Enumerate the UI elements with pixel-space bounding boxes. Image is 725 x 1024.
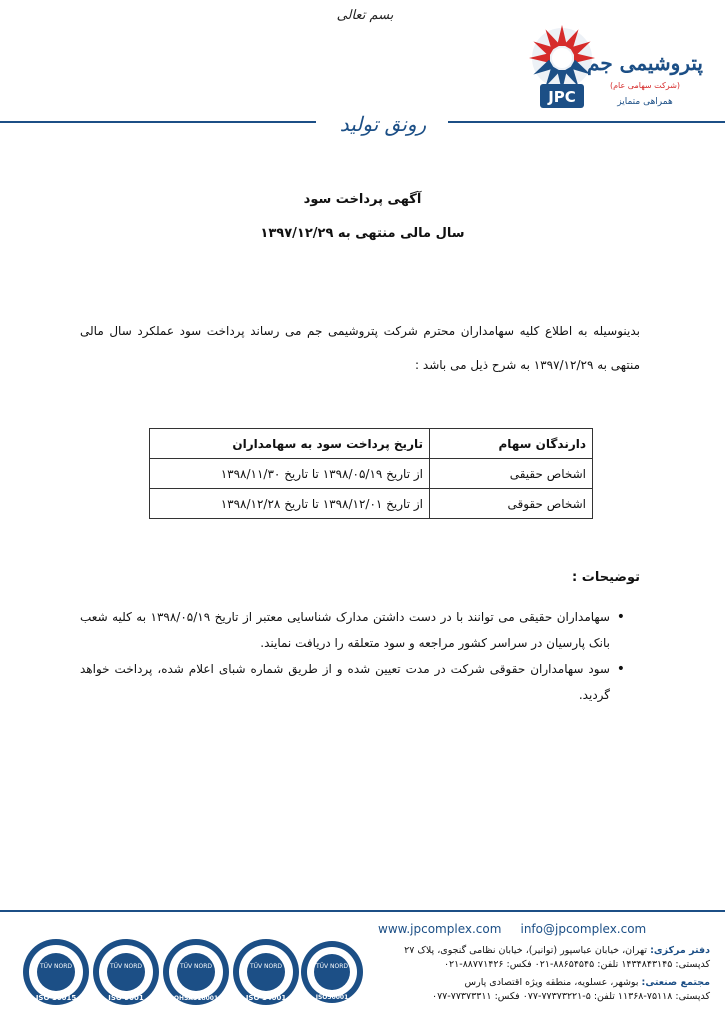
brand-name: پتروشیمی جم (587, 51, 703, 75)
notes-list (80, 604, 625, 708)
company-logo (520, 18, 703, 114)
header-line-right (448, 121, 725, 123)
central-office-contact: کدپستی: ۱۴۳۴۸۴۳۱۴۵ تلفن: ۸۸۶۵۴۵۴۵-۰۲۱ فکس: ۸۸۷۷۱۴۲۶-۰۲۱ (443, 959, 710, 970)
table-row (150, 459, 593, 489)
website-link[interactable]: www.jpcomplex.com (378, 922, 502, 936)
page-title: آگهی پرداخت سود (303, 192, 422, 207)
notes-title: توضیحات : (572, 570, 640, 585)
table-cell-holder: اشخاص حقوقی (430, 489, 593, 519)
table-cell-date: از تاریخ ۱۳۹۸/۰۵/۱۹ تا تاریخ ۱۳۹۸/۱۱/۳۰ (150, 459, 430, 489)
svg-text:JPC: JPC (548, 88, 576, 106)
svg-text:TÜV NORD: TÜV NORD (315, 963, 349, 970)
central-office-address: دفتر مرکزی: تهران، خیابان عباسپور (توانیر)، خیابان نظامی گنجوی، پلاک ۲۷ (404, 945, 710, 956)
brand-sub: (شرکت سهامی عام) (609, 81, 681, 90)
complex-label: مجتمع صنعتی: (641, 977, 710, 988)
table-cell-holder: اشخاص حقیقی (430, 459, 593, 489)
list-item: • سود سهامداران حقوقی شرکت در مدت تعیین شده و از طریق شماره شبای اعلام شده، پرداخت خواهد گردید. (80, 656, 625, 708)
svg-text:ISO50001: ISO50001 (315, 994, 349, 1001)
svg-text:TÜV NORD: TÜV NORD (109, 963, 143, 970)
email-link[interactable]: info@jpcomplex.com (520, 922, 647, 936)
intro-paragraph: بدینوسیله به اطلاع کلیه سهامداران محترم شرکت پتروشیمی جم می رساند پرداخت سود عملکرد سال مالی منتهی به ۱۳۹۷/۱۲/۲۹ به شرح ذیل می باشد : (80, 324, 640, 372)
list-item: • سهامداران حقیقی می توانند با در دست داشتن مدارک شناسایی معتبر از تاریخ ۱۳۹۸/۰۵/۱۹ به کلیه شعب بانک پارسیان در سراسر کشور مراجعه و سود متعلقه را دریافت نمایند. (80, 604, 625, 656)
svg-text:TÜV NORD: TÜV NORD (249, 963, 283, 970)
svg-text:ISO 14001: ISO 14001 (245, 994, 287, 1002)
footer-line (0, 910, 725, 912)
complex-address: مجتمع صنعتی: بوشهر، عسلویه، منطقه ویژه اقتصادی پارس (464, 977, 710, 988)
badge-iso-10015 (23, 939, 89, 1005)
svg-text:TÜV NORD: TÜV NORD (179, 963, 213, 970)
table-row (150, 489, 593, 519)
certification-badges (24, 930, 364, 1014)
basmala: بسم تعالی (336, 8, 394, 23)
brand-tag: همراهی متمایز (617, 97, 673, 107)
page-subtitle: سال مالی منتهی به ۱۳۹۷/۱۲/۲۹ (260, 226, 465, 241)
badge-iso-50001 (301, 941, 363, 1003)
iso-badges-icon (24, 930, 364, 1014)
central-office-label: دفتر مرکزی: (650, 945, 710, 956)
svg-text:ISO 10015: ISO 10015 (35, 994, 77, 1002)
badge-iso-14001 (233, 939, 299, 1005)
complex-contact: کدپستی: ۷۵۱۱۸-۱۱۳۶۸ تلفن: ۵-۷۷۳۷۳۲۲۱-۰۷۷ فکس: ۷۷۳۷۳۳۱۱-۰۷۷ (431, 991, 710, 1002)
dividend-schedule-table (149, 428, 593, 519)
table-cell-date: از تاریخ ۱۳۹۸/۱۲/۰۱ تا تاریخ ۱۳۹۸/۱۲/۲۸ (150, 489, 430, 519)
svg-text:OHSAS18001: OHSAS18001 (173, 995, 219, 1002)
footer-contact-web (378, 922, 708, 936)
table-header-holders: دارندگان سهام (430, 429, 593, 459)
table-header-payment-date: تاریخ پرداخت سود به سهامداران (150, 429, 430, 459)
motto: رونق تولید (339, 112, 427, 136)
svg-text:TÜV NORD: TÜV NORD (39, 963, 73, 970)
table-header-row (150, 429, 593, 459)
header-line-left (0, 121, 316, 123)
svg-text:ISO 9001: ISO 9001 (108, 994, 144, 1002)
jpc-logo-icon (520, 18, 703, 114)
badge-ohsas-18001 (163, 939, 229, 1005)
badge-iso-9001 (93, 939, 159, 1005)
